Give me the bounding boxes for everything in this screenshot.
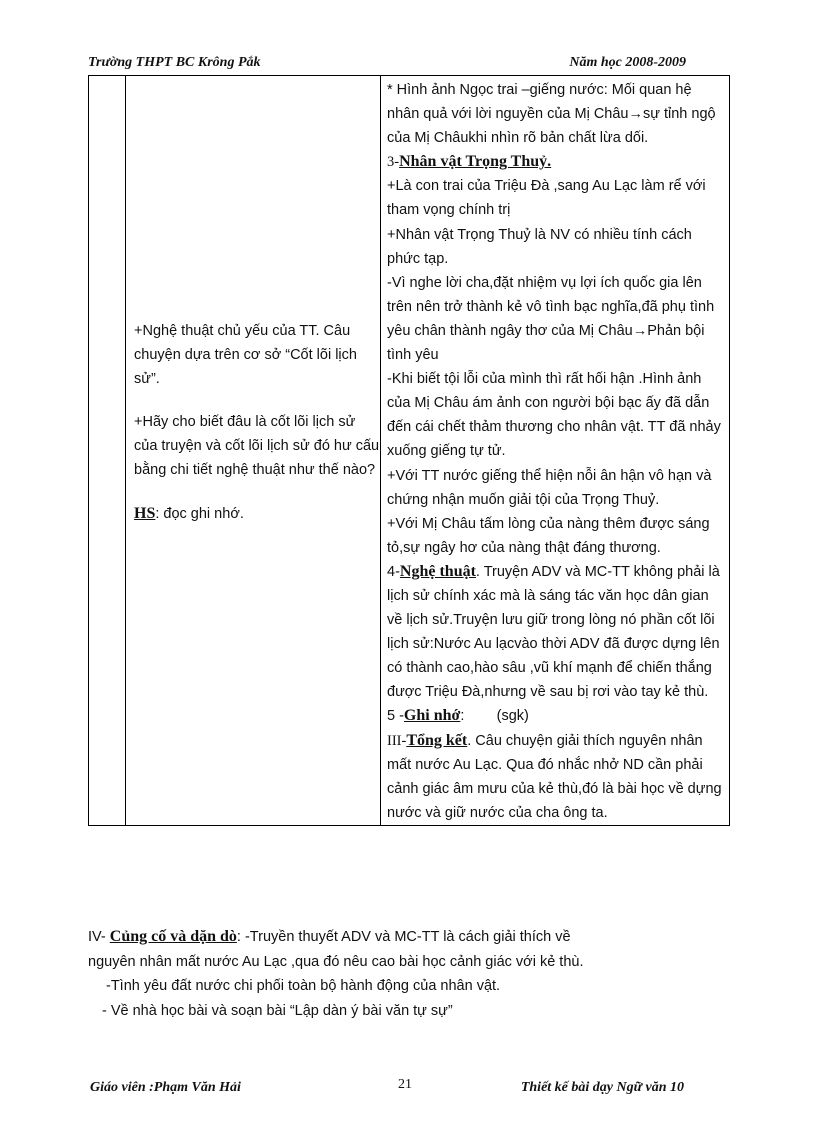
content-mi-chau: +Với Mị Châu tấm lòng của nàng thêm được sáng tỏ,sự ngây hơ của nàng thật đáng thương. (387, 515, 710, 556)
consolidation-line-2: nguyên nhân mất nước Au Lạc ,qua đó nêu cao bài học cảnh giác với kẻ thù. (88, 953, 584, 970)
column-empty (89, 76, 126, 826)
section-3-heading: 3-Nhân vật Trọng Thuỷ. (387, 153, 552, 171)
school-year: Năm học 2008-2009 (569, 55, 686, 70)
section-5: 5 -Ghi nhớ: (sgk) (387, 707, 529, 725)
table-row (89, 76, 730, 826)
content-trong-thuy-4: -Khi biết tội lỗi của mình thì rất hối hận .Hình ảnh của Mị Châu ám ảnh con người bội bạc ấy đã dẫn đến cái chết thảm thương cho nhân vật. TT đã nhảy xuống giếng tự tử. (387, 371, 721, 460)
arrow-icon: → (628, 106, 643, 123)
content-trong-thuy-5: +Với TT nước giếng thể hiện nỗi ân hận vô hạn và chứng nhận muốn giải tội của Trọng Thuỷ. (387, 467, 712, 508)
section-summary: III-Tổng kết. Câu chuyện giải thích nguyên nhân mất nước Au Lạc. Qua đó nhắc nhở ND cần phải cảnh giác âm mưu của kẻ thù,đó là bài học về dựng nước và giữ nước của cha ông ta. (387, 731, 722, 821)
consolidation-section (88, 925, 736, 1023)
consolidation-line-4: - Về nhà học bài và soạn bài “Lập dàn ý bài văn tự sự” (102, 1002, 453, 1019)
activity-question: +Hãy cho biết đâu là cốt lõi lịch sử của truyện và cốt lõi lịch sử đó hư cấu bằng chi tiết nghệ thuật như thế nào? (134, 414, 380, 479)
school-name: Trường THPT BC Krông Pắk (88, 55, 261, 70)
hs-text: : đọc ghi nhớ. (155, 505, 244, 522)
consolidation-title: Củng cố và dặn dò (109, 928, 237, 945)
consolidation-line-1: IV- Củng cố và dặn dò: -Truyền thuyết ADV và MC-TT là cách giải thích về (88, 928, 571, 945)
lesson-table (88, 75, 730, 826)
page-number: 21 (398, 1077, 412, 1092)
content-trong-thuy-1: +Là con trai của Triệu Đà ,sang Au Lạc làm rể với tham vọng chính trị (387, 178, 706, 219)
page-header (88, 55, 728, 75)
content-pearl: * Hình ảnh Ngọc trai –giếng nước: Mối quan hệ nhân quả với lời nguyền của Mị Châu→sự tỉnh ngộ của Mị Châukhi nhìn rõ bản chất lừa dối. (387, 82, 716, 147)
section-4: 4-Nghệ thuật. Truyện ADV và MC-TT không phải là lịch sử chính xác mà là sáng tác văn học dân gian về lịch sử.Truyện lưu giữ trong lòng nó phần cốt lõi lịch sử:Nước Au lạcvào thời ADV đã được dựng lên có thành cao,hào sâu ,vũ khí mạnh để chiến thắng được Triệu Đà,nhưng về sau bị rơi vào tay kẻ thù. (387, 562, 720, 701)
consolidation-line-3: -Tình yêu đất nước chi phối toàn bộ hành động của nhân vật. (106, 978, 501, 994)
activity-hs (134, 502, 380, 526)
content-trong-thuy-2: +Nhân vật Trọng Thuỷ là NV có nhiều tính cách phức tạp. (387, 226, 692, 267)
book-title: Thiết kế bài dạy Ngữ văn 10 (520, 1080, 684, 1095)
section-summary-title: Tổng kết (406, 731, 468, 749)
column-activities (126, 76, 381, 826)
section-3-title: Nhân vật Trọng Thuỷ. (399, 153, 552, 171)
activity-art: +Nghệ thuật chủ yếu của TT. Câu chuyện dựa trên cơ sở “Cốt lõi lịch sử”. (134, 323, 357, 388)
content-trong-thuy-3: -Vì nghe lời cha,đặt nhiệm vụ lợi ích quốc gia lên trên nên trở thành kẻ vô tình bạc nghĩa,đã phụ tình yêu chân thành ngây thơ của Mị Châu→Phản bội tình yêu (387, 274, 715, 364)
hs-label: HS (134, 504, 156, 522)
arrow-icon: → (632, 322, 648, 339)
teacher-name: Giáo viên :Phạm Văn Hải (90, 1080, 241, 1095)
section-5-title: Ghi nhớ (403, 707, 461, 725)
column-content (381, 76, 730, 826)
section-4-title: Nghệ thuật (399, 562, 476, 580)
page-footer (90, 1077, 730, 1100)
